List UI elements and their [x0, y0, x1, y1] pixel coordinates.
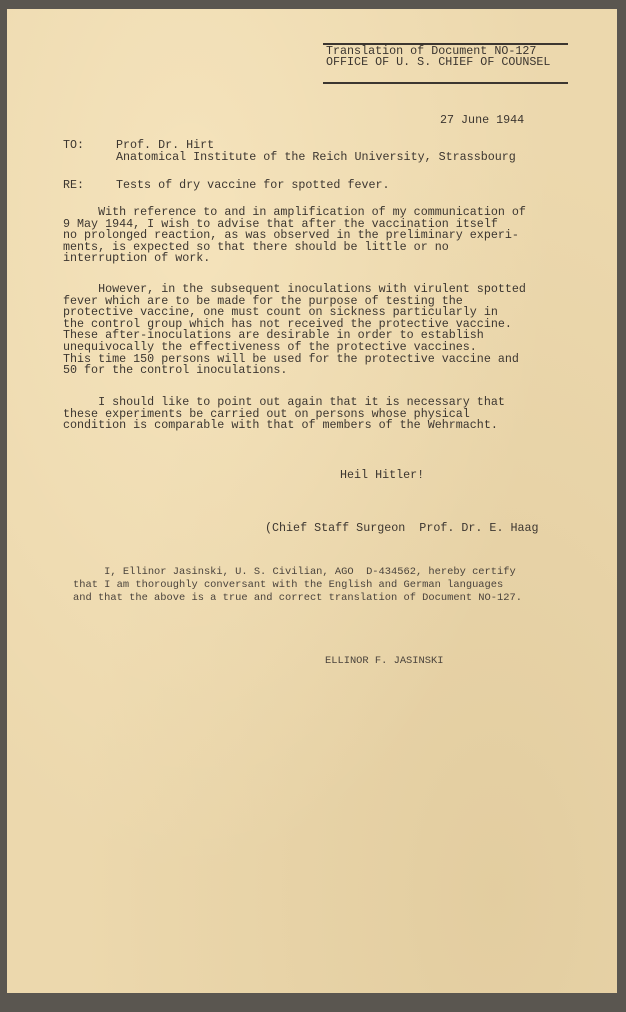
- signature-block: (Chief Staff Surgeon Prof. Dr. E. Haag: [265, 521, 539, 535]
- paragraph-1: With reference to and in amplification of my communication of 9 May 1944, I wish to advise that after the vaccination itself no prolonged reaction, as was observed in the preliminary experi- ments, is expected so that there should be little or no interruption of work.: [63, 205, 526, 266]
- translator-certification: I, Ellinor Jasinski, U. S. Civilian, AGO D-434562, hereby certify that I am thoroughly conversant with the English and German languages and that the above is a true and correct translation of Document NO-127.: [73, 566, 522, 604]
- to-label: TO:: [63, 138, 85, 152]
- paragraph-3: I should like to point out again that it is necessary that these experiments be carried out on persons whose physical condition is comparable with that of members of the Wehrmacht.: [63, 395, 505, 433]
- closing-salutation: Heil Hitler!: [340, 468, 425, 482]
- translator-name: ELLINOR F. JASINSKI: [325, 655, 444, 667]
- paragraph-2: However, in the subsequent inoculations with virulent spotted fever which are to be made for the purpose of testing the protective vaccine, one must count on sickness particularly in the control group which has not received the protective vaccine. These after-inoculations are desirable in order to establish unequivocally the effectiveness of the protective vaccines. This time 150 persons will be used for the protective vaccine and 50 for the control inoculations.: [63, 282, 526, 378]
- header-office-line: OFFICE OF U. S. CHIEF OF COUNSEL: [326, 57, 551, 69]
- header-bottom-rule: [323, 82, 568, 84]
- re-label: RE:: [63, 178, 85, 192]
- recipient-name: Prof. Dr. Hirt: [116, 138, 215, 152]
- recipient-institution: Anatomical Institute of the Reich University, Strassbourg: [116, 150, 516, 164]
- letter-date: 27 June 1944: [440, 113, 525, 127]
- header-translation-line: Translation of Document NO-127: [326, 44, 537, 58]
- subject-line: Tests of dry vaccine for spotted fever.: [116, 178, 390, 192]
